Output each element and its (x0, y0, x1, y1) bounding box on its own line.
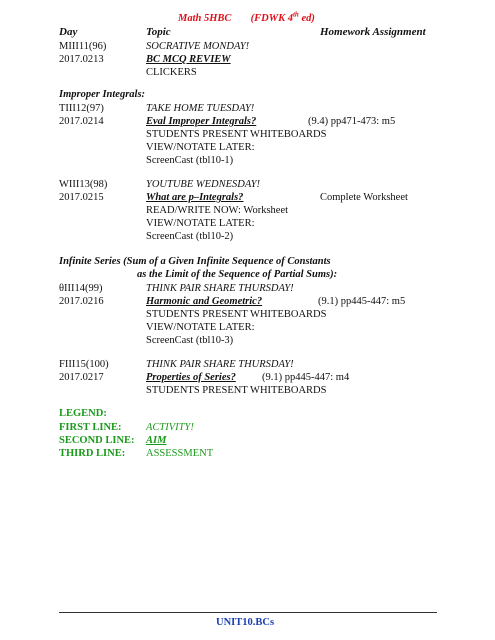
row-date: 2017.0217 (59, 372, 104, 383)
row-activity: TAKE HOME TUESDAY! (146, 103, 255, 114)
edition-end: ed) (298, 13, 315, 24)
row-activity: THINK PAIR SHARE THURSDAY! (146, 283, 294, 294)
row-day: WIII13(98) (59, 179, 108, 190)
row-activity: YOUTUBE WEDNESDAY! (146, 179, 261, 190)
row-aim: What are p–Integrals? (146, 192, 244, 203)
row-homework: (9.1) pp445-447: m5 (318, 296, 406, 307)
row-activity: THINK PAIR SHARE THURSDAY! (146, 359, 294, 370)
row-line: CLICKERS (146, 67, 197, 78)
row-line: ScreenCast (tbl10-1) (146, 155, 234, 166)
row-aim: Properties of Series? (146, 372, 236, 383)
legend-second-value: AIM (146, 435, 167, 446)
section-heading-series: Infinite Series (Sum of a Given Infinite Sequence of Constants (59, 256, 331, 267)
row-line: VIEW/NOTATE LATER: (146, 322, 255, 333)
row-homework: Complete Worksheet (320, 192, 408, 203)
row-line: STUDENTS PRESENT WHITEBOARDS (146, 309, 327, 320)
row-day: TIII12(97) (59, 103, 104, 114)
column-header-topic: Topic (146, 26, 171, 38)
row-day: FIII15(100) (59, 359, 109, 370)
column-header-day: Day (59, 26, 78, 38)
row-homework: (9.1) pp445-447: m4 (262, 372, 350, 383)
legend-second-label: SECOND LINE: (59, 435, 135, 446)
column-header-homework: Homework Assignment (320, 26, 426, 38)
row-line: ScreenCast (tbl10-3) (146, 335, 234, 346)
row-line: STUDENTS PRESENT WHITEBOARDS (146, 385, 327, 396)
legend-first-label: FIRST LINE: (59, 422, 122, 433)
row-aim: Eval Improper Integrals? (146, 116, 257, 127)
edition: (FDWK 4 (250, 13, 293, 24)
section-heading-improper: Improper Integrals: (59, 89, 146, 100)
row-aim: Harmonic and Geometric? (146, 296, 263, 307)
row-line: VIEW/NOTATE LATER: (146, 218, 255, 229)
row-line: ScreenCast (tbl10-2) (146, 231, 234, 242)
row-day: θIII14(99) (59, 283, 103, 294)
row-date: 2017.0214 (59, 116, 104, 127)
document-title (178, 12, 315, 25)
course-name: Math 5HBC (178, 13, 232, 24)
legend-third-value: ASSESSMENT (146, 448, 214, 459)
section-heading-series-cont: as the Limit of the Sequence of Partial Sums): (137, 269, 338, 280)
legend-first-value: ACTIVITY! (146, 422, 194, 433)
row-date: 2017.0213 (59, 54, 104, 65)
footer-unit: UNIT10.BCs (216, 617, 275, 628)
row-date: 2017.0215 (59, 192, 104, 203)
row-aim: BC MCQ REVIEW (146, 54, 231, 65)
legend-third-label: THIRD LINE: (59, 448, 126, 459)
row-line: VIEW/NOTATE LATER: (146, 142, 255, 153)
row-line: READ/WRITE NOW: Worksheet (146, 205, 289, 216)
row-homework: (9.4) pp471-473: m5 (308, 116, 396, 127)
row-day: MIII11(96) (59, 41, 107, 52)
footer-divider (59, 612, 437, 613)
legend-title: LEGEND: (59, 408, 107, 419)
row-line: STUDENTS PRESENT WHITEBOARDS (146, 129, 327, 140)
edition-sup: th (292, 10, 299, 19)
row-activity: SOCRATIVE MONDAY! (146, 41, 250, 52)
row-date: 2017.0216 (59, 296, 104, 307)
